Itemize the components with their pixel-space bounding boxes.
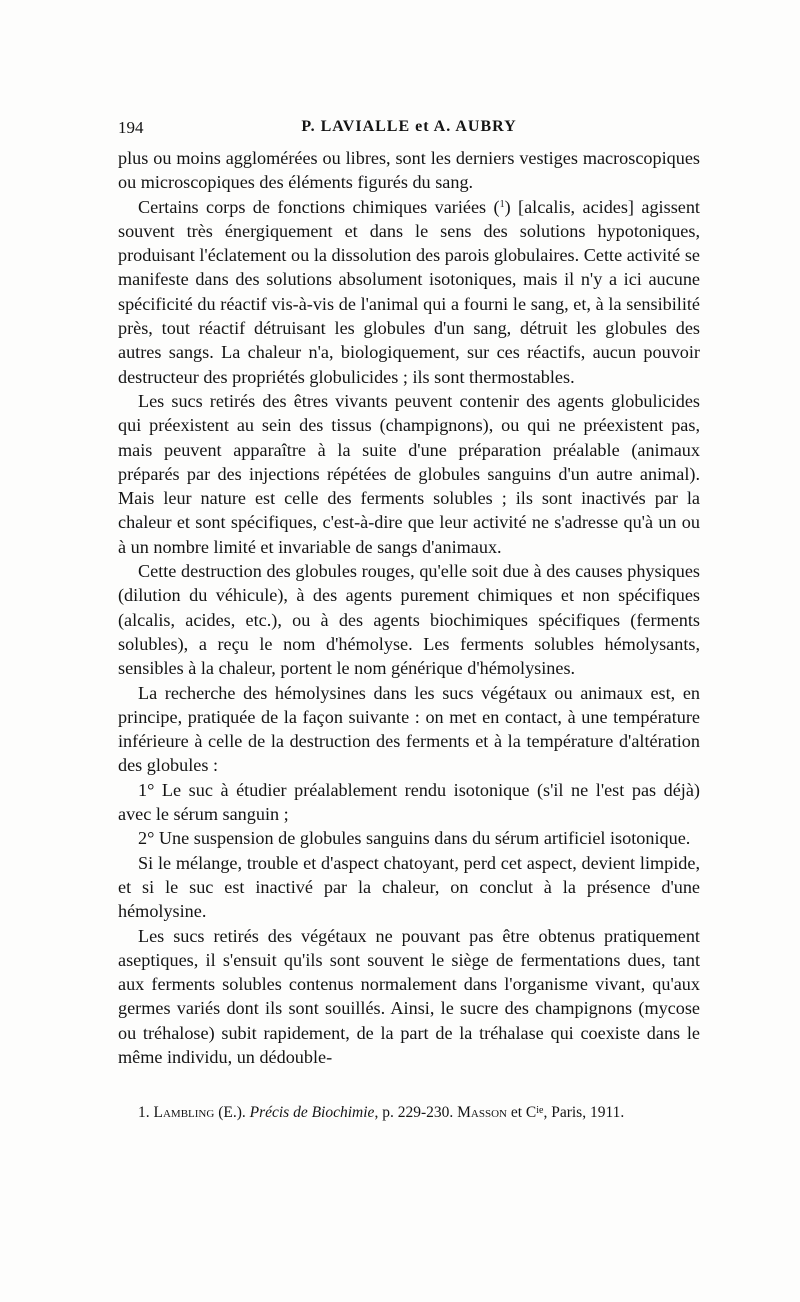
paragraph-8: Si le mélange, trouble et d'aspect chatoyant, perd cet aspect, devient limpide, et si le suc est inactivé par la chaleur, on conclut à la présence d'une hémolysine. bbox=[118, 852, 700, 922]
paragraph-5: La recherche des hémolysines dans les sucs végétaux ou animaux est, en principe, pratiquée de la façon suivante : on met en contact, à une température inférieure à celle de la destruction des ferments et à la température d'altération des globules : bbox=[118, 682, 700, 776]
body-text bbox=[118, 146, 700, 1069]
paragraph-3: Les sucs retirés des êtres vivants peuvent contenir des agents globulicides qui préexistent au sein des tissus (champignons), ou qui ne préexistent pas, mais peuvent apparaître à la suite d'une préparation préalable (animaux préparés par des injections répétées de globules sanguins d'un autre animal). Mais leur nature est celle des ferments solubles ; ils sont inactivés par la chaleur et sont spécifiques, c'est-à-dire que leur activité ne s'adresse qu'à un ou à un nombre limité et invariable de sangs d'animaux. bbox=[118, 390, 700, 557]
paragraph-7: 2° Une suspension de globules sanguins dans du sérum artificiel isotonique. bbox=[138, 828, 691, 849]
paragraph-2-rest: ) [alcalis, acides] agissent souvent très énergiquement et dans le sens des solutions hypotoniques, produisant l'éclatement ou la dissolution des parois globulaires. Cette activité se manifeste dans des solutions absolument isotoniques, mais il n'y a ici aucune spécificité du réactif vis-à-vis de l'animal qui a fourni le sang, et, à la sensibilité près, tout réactif détruisant les globules d'un sang, détruit les globules des autres sangs. La chaleur n'a, biologiquement, sur ces réactifs, aucun pouvoir destructeur des propriétés globulicides ; ils sont thermostables. bbox=[118, 196, 700, 387]
page-number: 194 bbox=[118, 118, 144, 137]
footnote-rest: , Paris, 1911. bbox=[543, 1104, 625, 1121]
paragraph-1: plus ou moins agglomérées ou libres, sont les derniers vestiges macroscopiques ou microscopiques des éléments figurés du sang. bbox=[118, 148, 700, 193]
paragraph-4: Cette destruction des globules rouges, qu'elle soit due à des causes physiques (dilution du véhicule), à des agents purement chimiques et non spécifiques (alcalis, acides, etc.), ou à des agents biochimiques spécifiques (ferments solubles), a reçu le nom d'hémolyse. Les ferments solubles hémolysants, sensibles à la chaleur, portent le nom générique d'hémolysines. bbox=[118, 561, 700, 679]
footnote-ref: 1 bbox=[499, 198, 505, 210]
footnote-publisher-suffix: et C bbox=[506, 1104, 537, 1121]
footnote bbox=[138, 1103, 698, 1123]
footnote-title: Précis de Biochimie bbox=[249, 1104, 375, 1121]
footnote-publisher: Masson bbox=[457, 1104, 507, 1121]
footnote-initial: (E.). bbox=[214, 1104, 250, 1121]
paragraph-2-start: Certains corps de fonctions chimiques variées ( bbox=[138, 196, 500, 217]
page-header bbox=[118, 118, 700, 140]
paragraph-9: Les sucs retirés des végétaux ne pouvant pas être obtenus pratiquement aseptiques, il s'ensuit qu'ils sont souvent le siège de fermentations dues, tant aux ferments solubles contenus normalement dans l'organisme vivant, qu'aux germes variés dont ils sont souillés. Ainsi, le sucre des champignons (mycose ou tréhalose) subit rapidement, de la part de la tréhalase qui coexiste dans le même individu, un dédouble- bbox=[118, 925, 700, 1067]
paragraph-6: 1° Le suc à étudier préalablement rendu isotonique (s'il ne l'est pas déjà) avec le sérum sanguin ; bbox=[118, 779, 700, 825]
running-title: P. LAVIALLE et A. AUBRY bbox=[301, 118, 517, 135]
paragraph-2 bbox=[118, 195, 700, 389]
footnote-publisher-sup: ie bbox=[536, 1105, 544, 1116]
footnote-author: Lambling bbox=[153, 1104, 215, 1121]
footnote-number: 1. bbox=[138, 1104, 150, 1121]
footnote-pages: , p. 229-230. bbox=[374, 1104, 458, 1121]
